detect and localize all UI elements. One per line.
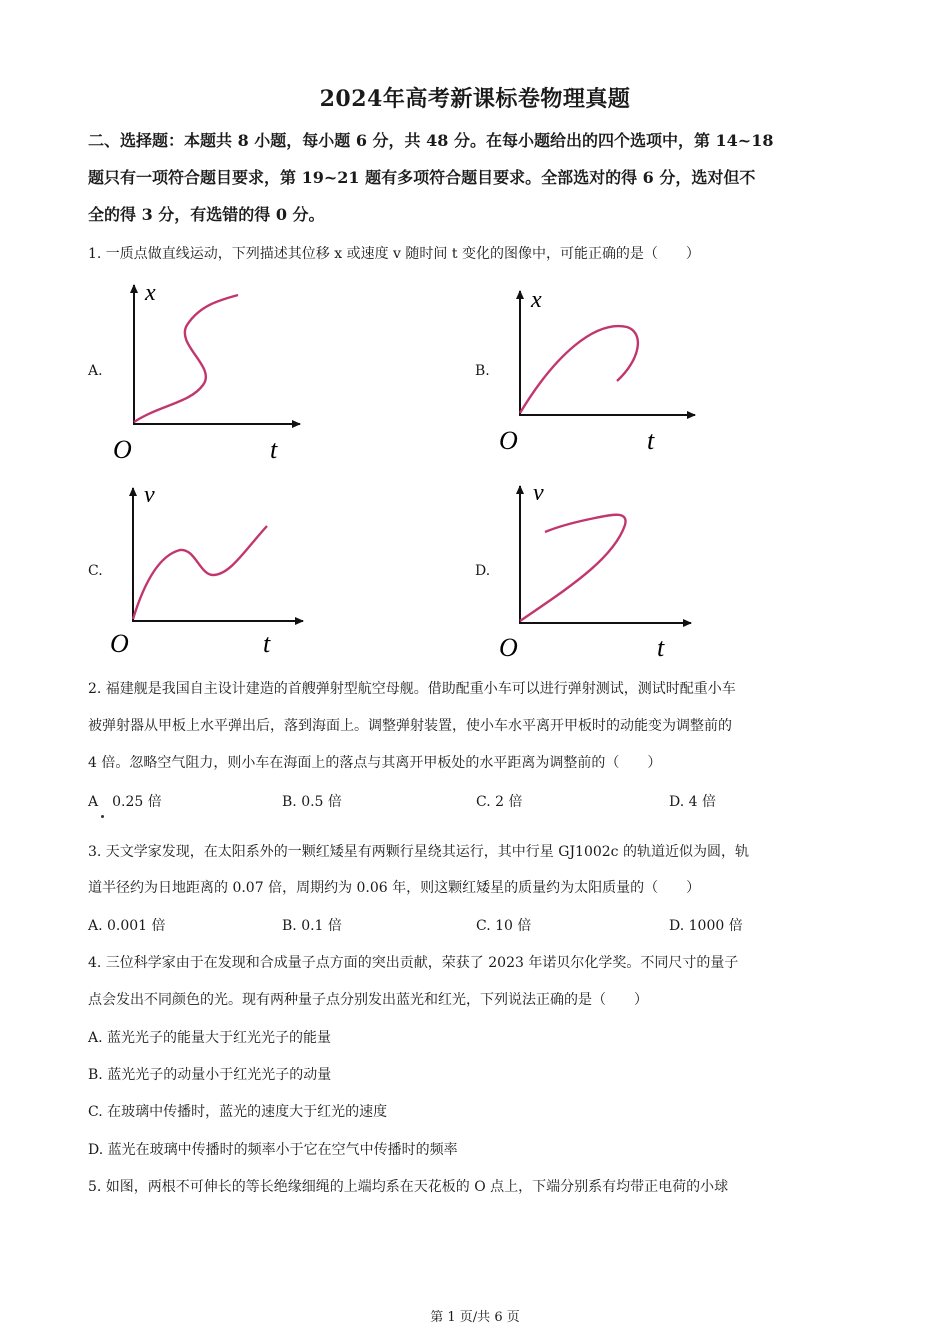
curve — [520, 515, 626, 621]
origin-label: O — [110, 629, 129, 658]
q3-option-d: D. 1000 倍 — [669, 918, 743, 934]
curve — [520, 326, 638, 413]
q5-line-1: 5. 如图，两根不可伸长的等长绝缘细绳的上端均系在天花板的 O 点上，下端分别系有均带正电荷的小球 — [88, 1179, 729, 1195]
section-instructions-line-3: 全的得 3 分，有选错的得 0 分。 — [88, 205, 325, 224]
q2-line-2: 被弹射器从甲板上水平弹出后，落到海面上。调整弹射装置，使小车水平离开甲板时的动能变为调整前的 — [88, 718, 732, 734]
q1-graph-b — [495, 285, 705, 460]
x-axis-label: t — [263, 629, 271, 658]
q2-line-1: 2. 福建舰是我国自主设计建造的首艘弹射型航空母舰。借助配重小车可以进行弹射测试，测试时配重小车 — [88, 681, 736, 697]
x-axis-label: t — [647, 426, 655, 455]
q1-graph-a — [105, 275, 315, 465]
q3-option-a: A. 0.001 倍 — [88, 918, 166, 934]
q4-option-b: B. 蓝光光子的动量小于红光光子的动量 — [88, 1067, 332, 1083]
q4-option-a: A. 蓝光光子的能量大于红光光子的能量 — [88, 1030, 332, 1046]
page-title: 2024年高考新课标卷物理真题 — [319, 86, 631, 112]
q4-line-2: 点会发出不同颜色的光。现有两种量子点分别发出蓝光和红光，下列说法正确的是（ ） — [88, 992, 648, 1008]
section-instructions-line-2: 题只有一项符合题目要求，第 19~21 题有多项符合题目要求。全部选对的得 6 分，选对但不 — [88, 168, 756, 187]
q1-stem: 1. 一质点做直线运动，下列描述其位移 x 或速度 v 随时间 t 变化的图像中，可能正确的是（ ） — [88, 246, 700, 262]
q3-line-2: 道半径约为日地距离的 0.07 倍，周期约为 0.06 年，则这颗红矮星的质量约为太阳质量的（ ） — [88, 880, 701, 896]
x-axis-label: t — [270, 435, 278, 464]
q4-option-c: C. 在玻璃中传播时，蓝光的速度大于红光的速度 — [88, 1104, 388, 1120]
q2-option-a: A 0.25 倍 — [88, 794, 162, 810]
q2-option-b: B. 0.5 倍 — [282, 794, 342, 810]
q1-option-d-label: D. — [475, 563, 491, 579]
q3-line-1: 3. 天文学家发现，在太阳系外的一颗红矮星有两颗行星绕其运行，其中行星 GJ1002c 的轨道近似为圆，轨 — [88, 844, 749, 860]
origin-label: O — [499, 426, 518, 455]
q1-graph-c — [105, 480, 315, 660]
y-axis-label: x — [531, 287, 542, 313]
x-axis-label: t — [657, 633, 665, 662]
q3-option-b: B. 0.1 倍 — [282, 918, 342, 934]
section-instructions-line-1: 二、选择题：本题共 8 小题，每小题 6 分，共 48 分。在每小题给出的四个选项中，第 14~18 — [88, 131, 774, 150]
q2-option-d: D. 4 倍 — [669, 794, 716, 810]
y-axis-label: x — [145, 280, 156, 306]
y-axis-label: v — [533, 480, 544, 506]
q2-line-3: 4 倍。忽略空气阻力，则小车在海面上的落点与其离开甲板处的水平距离为调整前的（ ） — [88, 755, 662, 771]
decorative-dot — [101, 815, 104, 818]
q4-option-d: D. 蓝光在玻璃中传播时的频率小于它在空气中传播时的频率 — [88, 1142, 458, 1158]
curve — [133, 526, 267, 619]
q1-option-c-label: C. — [88, 563, 103, 579]
q1-graph-d — [495, 480, 705, 665]
origin-label: O — [499, 633, 518, 662]
q3-option-c: C. 10 倍 — [476, 918, 532, 934]
y-axis-label: v — [144, 482, 155, 508]
origin-label: O — [113, 435, 132, 464]
q2-option-c: C. 2 倍 — [476, 794, 523, 810]
q4-line-1: 4. 三位科学家由于在发现和合成量子点方面的突出贡献，荣获了 2023 年诺贝尔化学奖。不同尺寸的量子 — [88, 955, 739, 971]
curve — [134, 295, 238, 422]
page-footer: 第 1 页/共 6 页 — [430, 1310, 520, 1325]
q1-option-a-label: A. — [88, 363, 103, 379]
q1-option-b-label: B. — [475, 363, 490, 379]
